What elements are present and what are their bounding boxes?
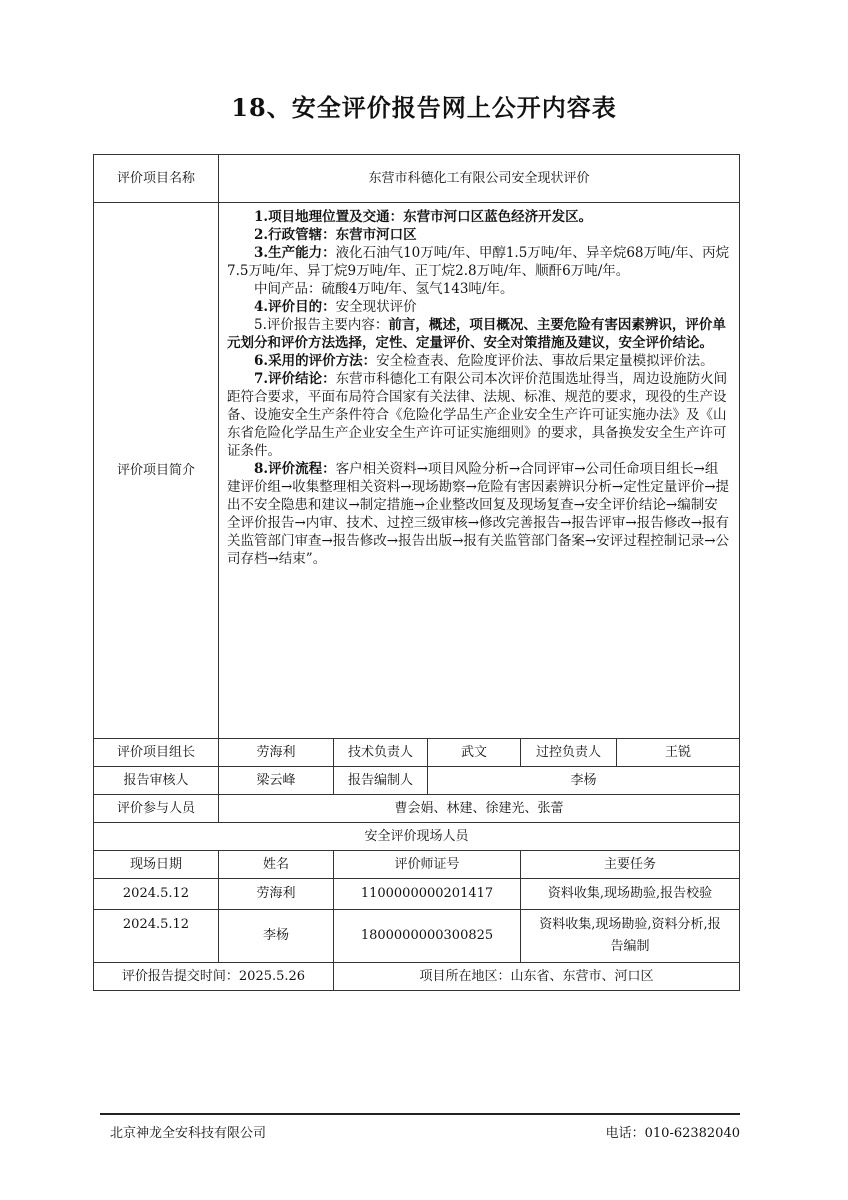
intro-para-3: 3.生产能力：液化石油气10万吨/年、甲醇1.5万吨/年、异辛烷68万吨/年、丙烷7.5万吨/年、异丁烷9万吨/年、正丁烷2.8万吨/年、顺酐6万吨/年。 <box>227 245 730 279</box>
reviewer-label: 报告审核人 <box>94 767 219 795</box>
participants-value: 曹会娟、林建、徐建光、张蕾 <box>219 795 740 823</box>
submit-time: 评价报告提交时间：2025.5.26 <box>94 963 334 991</box>
site-header-name: 姓名 <box>219 851 334 879</box>
author-value: 李杨 <box>428 767 740 795</box>
leader-value: 劳海利 <box>219 739 334 767</box>
intro-para-8: 8.评价流程：客户相关资料→项目风险分析→合同评审→公司任命项目组长→组建评价组→收集整理相关资料→现场勘察→危险有害因素辨识分析→定性定量评价→提出不安全隐患和建议→制定措施→企业整改回复及现场复查→安全评价结论→编制安全评价报告→内审、技术、过控三级审核→修改完善报告→报告评审→报告修改→报有关监管部门审查→报告修改→报告出版→报有关监管部门备案→安评过程控制记录→公司存档→结束”。 <box>227 461 730 567</box>
control-label: 过控负责人 <box>521 739 617 767</box>
intro-content <box>219 203 740 739</box>
page-title: 18、安全评价报告网上公开内容表 <box>231 93 617 122</box>
site-section-row <box>94 823 740 851</box>
control-value: 王锐 <box>617 739 740 767</box>
project-name-row <box>94 155 740 203</box>
participants-row <box>94 795 740 823</box>
site-row-2-cert: 1800000000300825 <box>334 910 521 963</box>
site-row-1-cert: 1100000000201417 <box>334 879 521 910</box>
site-row-2 <box>94 910 740 963</box>
site-row-2-name: 李杨 <box>219 910 334 963</box>
site-row-1-name: 劳海利 <box>219 879 334 910</box>
reviewer-value: 梁云峰 <box>219 767 334 795</box>
intro-row <box>94 203 740 739</box>
submit-row <box>94 963 740 991</box>
tech-label: 技术负责人 <box>334 739 428 767</box>
site-row-2-task: 资料收集,现场勘验,资料分析,报告编制 <box>521 910 740 963</box>
intro-para-4: 4.评价目的：安全现状评价 <box>254 299 417 315</box>
footer-divider <box>100 1113 740 1115</box>
project-location: 项目所在地区：山东省、东营市、河口区 <box>334 963 740 991</box>
leader-label: 评价项目组长 <box>94 739 219 767</box>
site-header-date: 现场日期 <box>94 851 219 879</box>
intro-para-3b: 中间产品：硫酸4万吨/年、氢气143吨/年。 <box>254 281 514 297</box>
site-header-cert: 评价师证号 <box>334 851 521 879</box>
footer-phone: 电话：010-62382040 <box>605 1126 740 1141</box>
site-row-1-date: 2024.5.12 <box>94 879 219 910</box>
site-row-1 <box>94 879 740 910</box>
tech-value: 武文 <box>428 739 521 767</box>
site-section-title: 安全评价现场人员 <box>94 823 740 851</box>
participants-label: 评价参与人员 <box>94 795 219 823</box>
site-header-task: 主要任务 <box>521 851 740 879</box>
site-row-1-task: 资料收集,现场勘验,报告校验 <box>521 879 740 910</box>
project-name-label: 评价项目名称 <box>94 155 219 203</box>
footer-company: 北京神龙全安科技有限公司 <box>110 1126 267 1141</box>
intro-para-7: 7.评价结论：东营市科德化工有限公司本次评价范围选址得当，周边设施防火间距符合要求，平面布局符合国家有关法律、法规、标准、规范的要求，现役的生产设备、设施安全生产条件符合《危险化学品生产企业安全生产许可证实施办法》及《山东省危险化学品生产企业安全生产许可证实施细则》的要求，具备换发安全生产许可证条件。 <box>227 371 728 459</box>
intro-para-6: 6.采用的评价方法：安全检查表、危险度评价法、事故后果定量模拟评价法。 <box>254 353 714 369</box>
site-header-row <box>94 851 740 879</box>
site-row-2-date: 2024.5.12 <box>94 910 219 963</box>
intro-para-1: 1.项目地理位置及交通：东营市河口区蓝色经济开发区。 <box>254 209 593 225</box>
author-label: 报告编制人 <box>334 767 428 795</box>
reviewer-row <box>94 767 740 795</box>
leader-row <box>94 739 740 767</box>
intro-para-2: 2.行政管辖：东营市河口区 <box>254 227 417 243</box>
project-name-value: 东营市科德化工有限公司安全现状评价 <box>219 155 740 203</box>
intro-label: 评价项目简介 <box>94 203 219 739</box>
intro-para-5: 5.评价报告主要内容：前言，概述，项目概况、主要危险有害因素辨识，评价单元划分和评价方法选择，定性、定量评价、安全对策措施及建议，安全评价结论。 <box>227 317 726 351</box>
disclosure-table <box>93 154 740 991</box>
